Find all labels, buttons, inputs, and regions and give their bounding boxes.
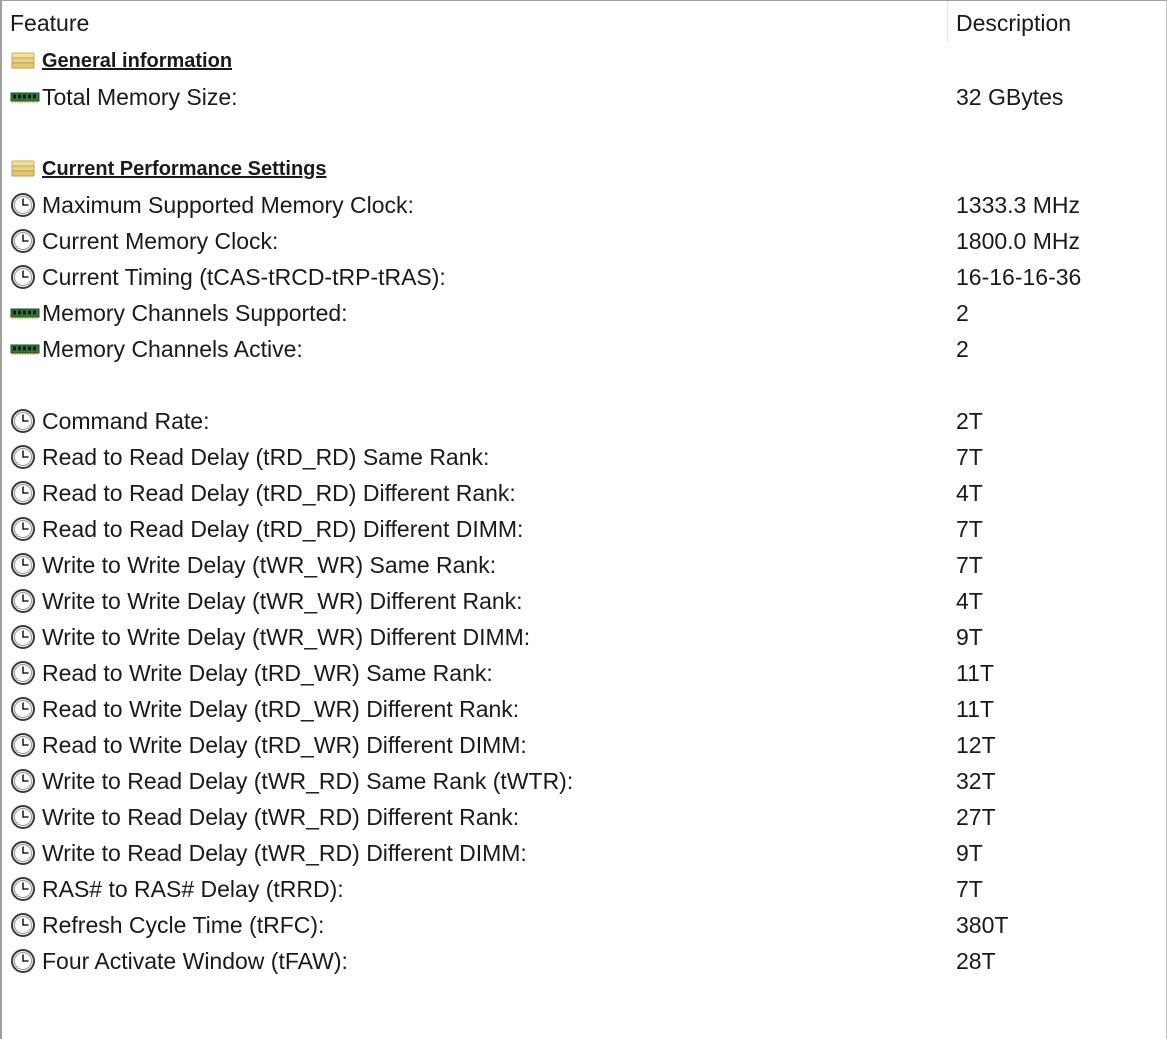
feature-value: 12T <box>956 731 996 758</box>
list-item[interactable] <box>2 223 1166 259</box>
feature-value: 2 <box>956 335 969 362</box>
clock-icon <box>10 876 40 902</box>
folder-stack-icon <box>10 156 40 182</box>
group-title: General information <box>42 49 233 72</box>
feature-value: 27T <box>956 803 996 830</box>
feature-value: 11T <box>956 659 994 686</box>
feature-label: Write to Read Delay (tWR_RD) Different Rank: <box>42 803 520 830</box>
feature-value: 2T <box>956 407 983 434</box>
feature-label: Memory Channels Active: <box>42 335 303 362</box>
feature-value: 7T <box>956 875 983 902</box>
feature-label: Write to Write Delay (tWR_WR) Different Rank: <box>42 587 523 614</box>
clock-icon <box>10 480 40 506</box>
feature-value: 32T <box>956 767 996 794</box>
clock-icon <box>10 588 40 614</box>
list-item[interactable] <box>2 691 1166 727</box>
feature-value: 32 GBytes <box>956 83 1064 110</box>
blank-row <box>2 367 1166 403</box>
clock-icon <box>10 660 40 686</box>
list-item[interactable] <box>2 655 1166 691</box>
column-header-feature[interactable]: Feature <box>2 1 948 43</box>
list-item[interactable] <box>2 547 1166 583</box>
feature-label: Read to Read Delay (tRD_RD) Different DIMM: <box>42 515 524 542</box>
clock-icon <box>10 840 40 866</box>
list-body <box>2 43 1166 979</box>
memory-module-icon <box>10 300 40 326</box>
feature-value: 16-16-16-36 <box>956 263 1082 290</box>
list-item[interactable] <box>2 907 1166 943</box>
list-item[interactable] <box>2 835 1166 871</box>
list-item[interactable] <box>2 259 1166 295</box>
list-item[interactable] <box>2 583 1166 619</box>
feature-label: Maximum Supported Memory Clock: <box>42 191 414 218</box>
clock-icon <box>10 696 40 722</box>
feature-value: 9T <box>956 839 983 866</box>
list-item[interactable] <box>2 403 1166 439</box>
feature-label: Read to Write Delay (tRD_WR) Different DIMM: <box>42 731 527 758</box>
list-item[interactable] <box>2 511 1166 547</box>
feature-label: Write to Write Delay (tWR_WR) Same Rank: <box>42 551 497 578</box>
feature-value: 4T <box>956 587 983 614</box>
list-item[interactable] <box>2 187 1166 223</box>
list-item[interactable] <box>2 295 1166 331</box>
feature-label: Write to Read Delay (tWR_RD) Different DIMM: <box>42 839 527 866</box>
clock-icon <box>10 516 40 542</box>
group-title: Current Performance Settings <box>42 157 327 180</box>
list-item[interactable] <box>2 439 1166 475</box>
clock-icon <box>10 264 40 290</box>
feature-label: Write to Write Delay (tWR_WR) Different DIMM: <box>42 623 531 650</box>
feature-label: Read to Read Delay (tRD_RD) Different Rank: <box>42 479 516 506</box>
list-item[interactable] <box>2 475 1166 511</box>
feature-label: Total Memory Size: <box>42 83 238 110</box>
group-row-general-information[interactable] <box>2 43 1166 79</box>
feature-label: Read to Write Delay (tRD_WR) Same Rank: <box>42 659 493 686</box>
list-item[interactable] <box>2 871 1166 907</box>
feature-label: Write to Read Delay (tWR_RD) Same Rank (tWTR): <box>42 767 574 794</box>
clock-icon <box>10 228 40 254</box>
list-item[interactable] <box>2 79 1166 115</box>
clock-icon <box>10 552 40 578</box>
feature-label: Read to Read Delay (tRD_RD) Same Rank: <box>42 443 490 470</box>
feature-value: 2 <box>956 299 969 326</box>
list-item[interactable] <box>2 763 1166 799</box>
clock-icon <box>10 732 40 758</box>
clock-icon <box>10 444 40 470</box>
feature-value: 11T <box>956 695 994 722</box>
memory-module-icon <box>10 84 40 110</box>
list-item[interactable] <box>2 619 1166 655</box>
feature-label: Four Activate Window (tFAW): <box>42 947 348 974</box>
feature-value: 7T <box>956 515 983 542</box>
list-header <box>2 1 1166 43</box>
clock-icon <box>10 948 40 974</box>
memory-module-icon <box>10 336 40 362</box>
feature-label: Read to Write Delay (tRD_WR) Different Rank: <box>42 695 520 722</box>
feature-label: RAS# to RAS# Delay (tRRD): <box>42 875 344 902</box>
feature-label: Current Timing (tCAS-tRCD-tRP-tRAS): <box>42 263 446 290</box>
clock-icon <box>10 768 40 794</box>
feature-value: 1800.0 MHz <box>956 227 1081 254</box>
feature-value: 4T <box>956 479 983 506</box>
feature-value: 7T <box>956 551 983 578</box>
column-header-description[interactable]: Description <box>956 10 1072 36</box>
feature-value: 28T <box>956 947 996 974</box>
group-row-current-performance-settings[interactable] <box>2 151 1166 187</box>
feature-label: Command Rate: <box>42 407 210 434</box>
feature-label: Memory Channels Supported: <box>42 299 348 326</box>
list-item[interactable] <box>2 727 1166 763</box>
folder-stack-icon <box>10 48 40 74</box>
list-item[interactable] <box>2 943 1166 979</box>
list-item[interactable] <box>2 799 1166 835</box>
clock-icon <box>10 192 40 218</box>
feature-value: 9T <box>956 623 983 650</box>
clock-icon <box>10 624 40 650</box>
feature-label: Current Memory Clock: <box>42 227 279 254</box>
feature-value: 1333.3 MHz <box>956 191 1081 218</box>
clock-icon <box>10 408 40 434</box>
feature-value: 380T <box>956 911 1009 938</box>
clock-icon <box>10 912 40 938</box>
list-item[interactable] <box>2 331 1166 367</box>
feature-value: 7T <box>956 443 983 470</box>
feature-label: Refresh Cycle Time (tRFC): <box>42 911 325 938</box>
clock-icon <box>10 804 40 830</box>
blank-row <box>2 115 1166 151</box>
